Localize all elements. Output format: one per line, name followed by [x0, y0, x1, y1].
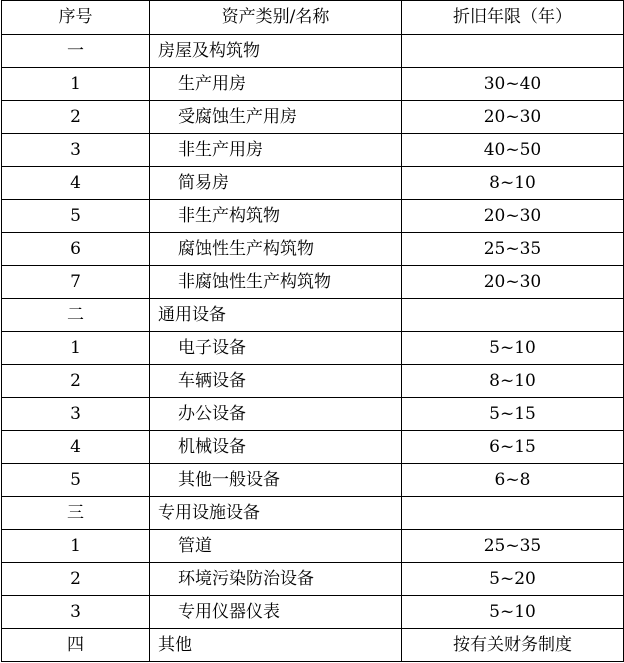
table-row [2, 68, 624, 101]
serial-number-cell: 6 [2, 233, 150, 266]
table-row [2, 134, 624, 167]
table-row [2, 266, 624, 299]
serial-number-cell: 1 [2, 68, 150, 101]
section-name-cell: 通用设备 [150, 299, 402, 332]
depreciation-years-cell: 40~50 [402, 134, 624, 167]
table-row [2, 431, 624, 464]
asset-name-cell: 非腐蚀性生产构筑物 [150, 266, 402, 299]
asset-name-cell: 管道 [150, 530, 402, 563]
serial-number-cell: 5 [2, 200, 150, 233]
table-row [2, 332, 624, 365]
serial-number-cell: 4 [2, 167, 150, 200]
serial-number-cell: 3 [2, 134, 150, 167]
asset-name-cell: 非生产构筑物 [150, 200, 402, 233]
depreciation-years-cell: 5~20 [402, 563, 624, 596]
asset-name-cell: 简易房 [150, 167, 402, 200]
header-row [2, 1, 624, 35]
depreciation-years-cell: 25~35 [402, 233, 624, 266]
serial-number-cell: 1 [2, 332, 150, 365]
serial-number-cell: 2 [2, 101, 150, 134]
depreciation-years-cell [402, 497, 624, 530]
depreciation-years-cell: 20~30 [402, 266, 624, 299]
asset-name-cell: 其他一般设备 [150, 464, 402, 497]
depreciation-years-cell: 按有关财务制度 [402, 629, 624, 662]
table-row [2, 167, 624, 200]
table-row [2, 464, 624, 497]
serial-number-cell: 7 [2, 266, 150, 299]
serial-number-cell: 二 [2, 299, 150, 332]
header-asset-category: 资产类别/名称 [150, 1, 402, 35]
section-row [2, 497, 624, 530]
depreciation-years-cell: 5~10 [402, 596, 624, 629]
asset-name-cell: 腐蚀性生产构筑物 [150, 233, 402, 266]
serial-number-cell: 1 [2, 530, 150, 563]
asset-name-cell: 车辆设备 [150, 365, 402, 398]
section-row [2, 629, 624, 662]
asset-name-cell: 非生产用房 [150, 134, 402, 167]
depreciation-years-cell: 5~15 [402, 398, 624, 431]
serial-number-cell: 一 [2, 35, 150, 68]
serial-number-cell: 2 [2, 563, 150, 596]
header-serial-number: 序号 [2, 1, 150, 35]
asset-name-cell: 生产用房 [150, 68, 402, 101]
serial-number-cell: 2 [2, 365, 150, 398]
depreciation-years-cell: 20~30 [402, 101, 624, 134]
asset-name-cell: 环境污染防治设备 [150, 563, 402, 596]
depreciation-years-cell: 5~10 [402, 332, 624, 365]
table-row [2, 200, 624, 233]
table-header [2, 1, 624, 35]
asset-name-cell: 办公设备 [150, 398, 402, 431]
section-name-cell: 专用设施设备 [150, 497, 402, 530]
depreciation-years-cell: 25~35 [402, 530, 624, 563]
section-row [2, 35, 624, 68]
table-row [2, 365, 624, 398]
table-row [2, 398, 624, 431]
serial-number-cell: 5 [2, 464, 150, 497]
depreciation-years-cell: 8~10 [402, 365, 624, 398]
table-row [2, 233, 624, 266]
asset-name-cell: 受腐蚀生产用房 [150, 101, 402, 134]
depreciation-years-cell: 8~10 [402, 167, 624, 200]
header-depreciation-years: 折旧年限（年） [402, 1, 624, 35]
serial-number-cell: 四 [2, 629, 150, 662]
asset-name-cell: 机械设备 [150, 431, 402, 464]
table-body [2, 35, 624, 662]
table-row [2, 563, 624, 596]
serial-number-cell: 三 [2, 497, 150, 530]
depreciation-years-cell [402, 35, 624, 68]
depreciation-years-cell: 6~8 [402, 464, 624, 497]
serial-number-cell: 4 [2, 431, 150, 464]
table-row [2, 101, 624, 134]
section-name-cell: 其他 [150, 629, 402, 662]
depreciation-years-cell: 30~40 [402, 68, 624, 101]
asset-name-cell: 专用仪器仪表 [150, 596, 402, 629]
depreciation-years-cell: 6~15 [402, 431, 624, 464]
serial-number-cell: 3 [2, 596, 150, 629]
depreciation-table [1, 0, 624, 662]
asset-name-cell: 电子设备 [150, 332, 402, 365]
depreciation-years-cell [402, 299, 624, 332]
depreciation-years-cell: 20~30 [402, 200, 624, 233]
serial-number-cell: 3 [2, 398, 150, 431]
table-row [2, 530, 624, 563]
table-row [2, 596, 624, 629]
section-name-cell: 房屋及构筑物 [150, 35, 402, 68]
section-row [2, 299, 624, 332]
